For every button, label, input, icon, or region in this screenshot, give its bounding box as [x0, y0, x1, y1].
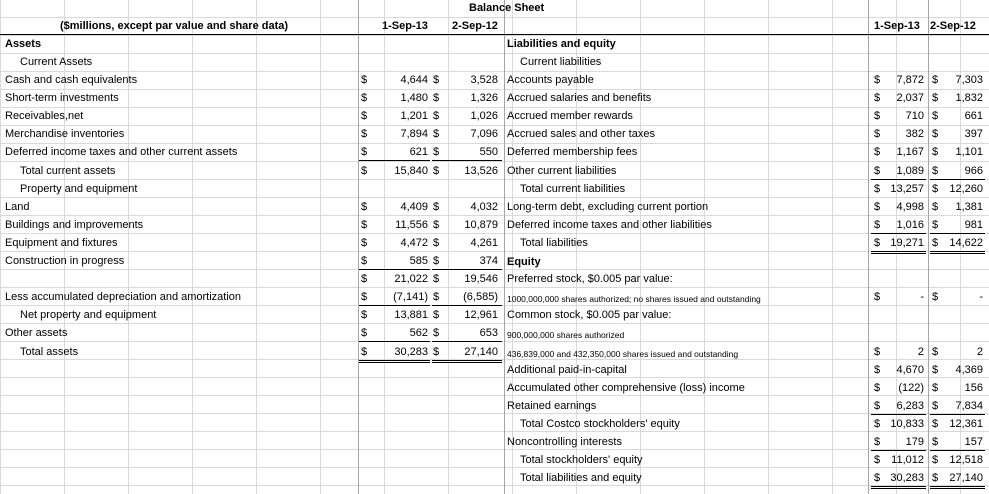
- asset-underline: [432, 160, 502, 161]
- equity-section-label: Equity: [507, 256, 541, 268]
- asset-row-label: Land: [5, 201, 30, 213]
- liabilities-header-2012: 2-Sep-12: [930, 20, 976, 32]
- asset-currency-2012: $: [433, 92, 440, 104]
- asset-value-2013: 4,472: [400, 237, 428, 249]
- liability-row-label: Total current liabilities: [520, 183, 626, 195]
- current-liabilities-label: Current liabilities: [520, 56, 602, 68]
- liability-row-label: Total Costco stockholders' equity: [520, 418, 680, 430]
- liability-value-2012: 7,303: [955, 74, 983, 86]
- liability-row-label: Preferred stock, $0.005 par value:: [507, 273, 673, 285]
- asset-value-2012: 1,326: [470, 92, 498, 104]
- liability-currency-2012: $: [932, 219, 939, 231]
- liability-underline: [871, 233, 926, 234]
- asset-currency-2012: $: [433, 201, 440, 213]
- liability-row-label: 900,000,000 shares authorized: [507, 330, 625, 340]
- liability-underline: [871, 450, 926, 451]
- asset-value-2013: 13,881: [394, 309, 428, 321]
- liability-value-2013: 2: [917, 346, 924, 358]
- header-rule: [0, 34, 989, 35]
- asset-value-2012: 12,961: [464, 309, 498, 321]
- asset-row-label: Property and equipment: [20, 183, 138, 195]
- assets-header-2012: 2-Sep-12: [452, 20, 498, 32]
- liability-value-2013: 30,283: [890, 472, 924, 484]
- asset-value-2012: 4,261: [470, 237, 498, 249]
- liability-currency-2013: $: [874, 346, 881, 358]
- asset-currency-2013: $: [361, 291, 368, 303]
- asset-row-label: Equipment and fixtures: [5, 237, 118, 249]
- liability-currency-2012: $: [932, 183, 939, 195]
- asset-value-2013: 15,840: [394, 165, 428, 177]
- liability-double-underline: [930, 251, 985, 254]
- asset-value-2012: 19,546: [464, 273, 498, 285]
- liability-row-label: Accrued member rewards: [507, 110, 633, 122]
- asset-currency-2012: $: [433, 273, 440, 285]
- asset-value-2013: 621: [409, 146, 428, 158]
- liability-currency-2013: $: [874, 364, 881, 376]
- asset-row-label: Short-term investments: [5, 92, 119, 104]
- asset-currency-2013: $: [361, 92, 368, 104]
- liability-row-label: Total liabilities: [520, 237, 588, 249]
- liability-value-2013: 7,872: [896, 74, 924, 86]
- liability-row-label: Common stock, $0.005 par value:: [507, 309, 672, 321]
- liability-currency-2012: $: [932, 291, 939, 303]
- units-note: ($millions, except par value and share data): [60, 20, 289, 32]
- asset-row-label: Deferred income taxes and other current assets: [5, 146, 238, 158]
- liability-double-underline: [930, 486, 985, 489]
- asset-currency-2013: $: [361, 74, 368, 86]
- asset-value-2013: 1,480: [400, 92, 428, 104]
- liability-currency-2013: $: [874, 418, 881, 430]
- liability-row-label: Retained earnings: [507, 400, 597, 412]
- asset-value-2013: 7,894: [400, 128, 428, 140]
- liability-row-label: Long-term debt, excluding current portion: [507, 201, 709, 213]
- liability-row-label: Accumulated other comprehensive (loss) income: [507, 382, 745, 394]
- asset-value-2012: (6,585): [463, 291, 498, 303]
- asset-value-2013: 1,201: [400, 110, 428, 122]
- liability-value-2013: 2,037: [896, 92, 924, 104]
- liability-currency-2013: $: [874, 400, 881, 412]
- liability-value-2013: 1,167: [896, 146, 924, 158]
- asset-currency-2012: $: [433, 146, 440, 158]
- liability-currency-2013: $: [874, 472, 881, 484]
- column-divider: [358, 0, 359, 494]
- liability-currency-2012: $: [932, 400, 939, 412]
- liability-row-label: Noncontrolling interests: [507, 436, 622, 448]
- liability-row-label: Accrued sales and other taxes: [507, 128, 655, 140]
- asset-underline: [432, 341, 502, 342]
- asset-value-2013: (7,141): [393, 291, 428, 303]
- asset-row-label: Receivables,net: [5, 110, 84, 122]
- assets-section-label: Assets: [5, 38, 42, 50]
- column-divider: [928, 0, 929, 494]
- liability-value-2013: 6,283: [896, 400, 924, 412]
- asset-currency-2012: $: [433, 165, 440, 177]
- asset-row-label: Buildings and improvements: [5, 219, 144, 231]
- liability-currency-2012: $: [932, 74, 939, 86]
- asset-currency-2013: $: [361, 201, 368, 213]
- liability-value-2012: 397: [964, 128, 983, 140]
- asset-value-2012: 7,096: [470, 128, 498, 140]
- asset-row-label: Other assets: [5, 327, 68, 339]
- liability-value-2013: 10,833: [890, 418, 924, 430]
- liability-row-label: Deferred income taxes and other liabilities: [507, 219, 712, 231]
- asset-value-2013: 4,409: [400, 201, 428, 213]
- asset-value-2012: 13,526: [464, 165, 498, 177]
- liability-value-2013: 4,670: [896, 364, 924, 376]
- liability-currency-2012: $: [932, 346, 939, 358]
- liability-currency-2013: $: [874, 165, 881, 177]
- asset-row-label: Construction in progress: [5, 255, 125, 267]
- asset-value-2012: 374: [479, 255, 498, 267]
- asset-value-2012: 3,528: [470, 74, 498, 86]
- liability-value-2012: 12,518: [949, 454, 983, 466]
- liability-currency-2013: $: [874, 92, 881, 104]
- liability-row-label: Total stockholders' equity: [520, 454, 643, 466]
- assets-header-2013: 1-Sep-13: [382, 20, 428, 32]
- liability-underline: [930, 233, 985, 234]
- liability-currency-2012: $: [932, 382, 939, 394]
- asset-currency-2013: $: [361, 219, 368, 231]
- asset-row-label: Total current assets: [20, 165, 116, 177]
- liability-underline: [930, 179, 985, 180]
- liability-value-2013: -: [920, 291, 924, 303]
- liability-value-2012: 661: [964, 110, 983, 122]
- liability-value-2013: 11,012: [891, 454, 924, 466]
- asset-currency-2012: $: [433, 291, 440, 303]
- asset-value-2013: 30,283: [394, 346, 428, 358]
- liability-currency-2013: $: [874, 454, 881, 466]
- liability-row-label: Other current liabilities: [507, 165, 617, 177]
- asset-currency-2012: $: [433, 128, 440, 140]
- liability-double-underline: [871, 251, 926, 254]
- liability-value-2012: -: [979, 291, 983, 303]
- liability-value-2012: 4,369: [955, 364, 983, 376]
- liability-currency-2012: $: [932, 418, 939, 430]
- liabilities-header-2013: 1-Sep-13: [874, 20, 920, 32]
- liability-currency-2012: $: [932, 92, 939, 104]
- asset-currency-2012: $: [433, 255, 440, 267]
- liability-double-underline: [871, 486, 926, 489]
- asset-currency-2013: $: [361, 346, 368, 358]
- asset-currency-2013: $: [361, 146, 368, 158]
- liability-row-label: Deferred membership fees: [507, 146, 638, 158]
- liability-currency-2013: $: [874, 436, 881, 448]
- asset-value-2013: 21,022: [394, 273, 428, 285]
- asset-currency-2013: $: [361, 165, 368, 177]
- liability-currency-2012: $: [932, 201, 939, 213]
- liability-value-2012: 2: [976, 346, 983, 358]
- liability-currency-2012: $: [932, 146, 939, 158]
- liability-value-2012: 1,381: [955, 201, 983, 213]
- liability-currency-2013: $: [874, 146, 881, 158]
- liability-currency-2012: $: [932, 165, 939, 177]
- liability-value-2012: 1,101: [955, 146, 983, 158]
- liability-value-2013: (122): [898, 382, 924, 394]
- asset-currency-2013: $: [361, 327, 368, 339]
- liability-value-2013: 1,089: [896, 165, 924, 177]
- asset-value-2012: 10,879: [464, 219, 498, 231]
- asset-currency-2012: $: [433, 74, 440, 86]
- current-assets-label: Current Assets: [20, 56, 93, 68]
- liability-value-2012: 7,834: [955, 400, 983, 412]
- asset-currency-2013: $: [361, 309, 368, 321]
- asset-currency-2012: $: [433, 346, 440, 358]
- liability-value-2012: 966: [964, 165, 983, 177]
- liability-currency-2013: $: [874, 110, 881, 122]
- liability-row-label: Accrued salaries and benefits: [507, 92, 652, 104]
- liability-value-2013: 710: [905, 110, 924, 122]
- liability-currency-2012: $: [932, 472, 939, 484]
- liability-value-2012: 981: [964, 219, 983, 231]
- liability-currency-2012: $: [932, 436, 939, 448]
- asset-value-2013: 4,644: [400, 74, 428, 86]
- liability-currency-2013: $: [874, 382, 881, 394]
- asset-currency-2012: $: [433, 309, 440, 321]
- asset-value-2013: 562: [409, 327, 428, 339]
- liability-row-label: Additional paid-in-capital: [507, 364, 627, 376]
- asset-value-2013: 11,556: [395, 219, 428, 231]
- asset-currency-2012: $: [433, 237, 440, 249]
- liability-value-2013: 13,257: [890, 183, 924, 195]
- asset-row-label: Total assets: [20, 346, 79, 358]
- asset-value-2012: 653: [479, 327, 498, 339]
- asset-row-label: Less accumulated depreciation and amortization: [5, 291, 242, 303]
- sheet-title: Balance Sheet: [469, 2, 545, 14]
- liability-currency-2012: $: [932, 237, 939, 249]
- liability-currency-2012: $: [932, 110, 939, 122]
- column-divider: [868, 0, 869, 494]
- asset-double-underline: [359, 360, 430, 363]
- asset-value-2012: 550: [479, 146, 498, 158]
- liability-value-2012: 12,260: [949, 183, 983, 195]
- asset-currency-2013: $: [361, 128, 368, 140]
- asset-underline: [359, 160, 430, 161]
- liability-value-2012: 157: [964, 436, 983, 448]
- column-divider: [504, 0, 505, 494]
- liability-value-2012: 156: [964, 382, 983, 394]
- asset-currency-2013: $: [361, 273, 368, 285]
- liability-currency-2013: $: [874, 183, 881, 195]
- liability-currency-2013: $: [874, 128, 881, 140]
- liability-underline: [871, 179, 926, 180]
- liability-currency-2012: $: [932, 364, 939, 376]
- asset-double-underline: [432, 360, 502, 363]
- asset-underline: [359, 305, 430, 306]
- asset-value-2013: 585: [409, 255, 428, 267]
- liability-value-2013: 19,271: [890, 237, 924, 249]
- asset-value-2012: 27,140: [464, 346, 498, 358]
- liability-currency-2013: $: [874, 74, 881, 86]
- liability-value-2013: 179: [905, 436, 924, 448]
- asset-currency-2012: $: [433, 327, 440, 339]
- asset-row-label: Cash and cash equivalents: [5, 74, 138, 86]
- liability-underline: [930, 414, 985, 415]
- liability-row-label: 1000,000,000 shares authorized; no shares issued and outstanding: [507, 294, 761, 304]
- asset-currency-2012: $: [433, 219, 440, 231]
- liability-value-2012: 27,140: [949, 472, 983, 484]
- asset-underline: [359, 341, 430, 342]
- asset-row-label: Net property and equipment: [20, 309, 157, 321]
- asset-value-2012: 4,032: [470, 201, 498, 213]
- asset-value-2012: 1,026: [470, 110, 498, 122]
- asset-currency-2013: $: [361, 237, 368, 249]
- liability-underline: [871, 414, 926, 415]
- liability-currency-2012: $: [932, 454, 939, 466]
- asset-underline: [432, 269, 502, 270]
- liability-underline: [930, 450, 985, 451]
- asset-row-label: Merchandise inventories: [5, 128, 125, 140]
- liability-value-2012: 12,361: [949, 418, 983, 430]
- liability-value-2013: 382: [905, 128, 924, 140]
- asset-currency-2012: $: [433, 110, 440, 122]
- liability-value-2012: 1,832: [955, 92, 983, 104]
- liability-value-2013: 1,016: [896, 219, 924, 231]
- liability-value-2013: 4,998: [896, 201, 924, 213]
- asset-underline: [359, 269, 430, 270]
- asset-currency-2013: $: [361, 255, 368, 267]
- liability-currency-2013: $: [874, 291, 881, 303]
- liability-row-label: Accounts payable: [507, 74, 594, 86]
- liability-row-label: Total liabilities and equity: [520, 472, 642, 484]
- liabilities-section-label: Liabilities and equity: [507, 38, 616, 50]
- liability-currency-2012: $: [932, 128, 939, 140]
- asset-underline: [432, 305, 502, 306]
- liability-row-label: 436,839,000 and 432,350,000 shares issued and outstanding: [507, 349, 739, 359]
- liability-currency-2013: $: [874, 237, 881, 249]
- liability-currency-2013: $: [874, 219, 881, 231]
- asset-currency-2013: $: [361, 110, 368, 122]
- liability-currency-2013: $: [874, 201, 881, 213]
- liability-value-2012: 14,622: [949, 237, 983, 249]
